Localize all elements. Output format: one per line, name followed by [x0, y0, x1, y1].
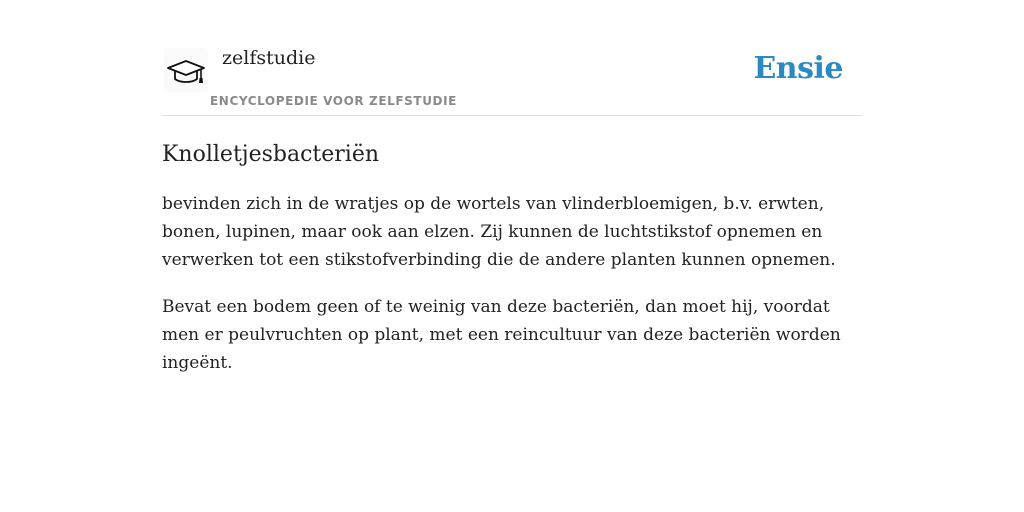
page	[162, 0, 862, 377]
site-tagline: ENCYCLOPEDIE VOOR ZELFSTUDIE	[210, 94, 457, 108]
ensie-logo-link[interactable]: Ensie	[753, 51, 843, 86]
article-paragraph-1: bevinden zich in de wratjes op de wortels van vlinderbloemigen, b.v. erwten, bonen, lupinen, maar ook aan elzen. Zij kunnen de luchtstikstof opnemen en verwerken tot een stikstofverbinding die de andere planten kunnen opnemen.	[162, 194, 836, 270]
site-name-link[interactable]: zelfstudie	[222, 47, 316, 69]
site-header	[162, 0, 862, 116]
article-title: Knolletjesbacteriën	[162, 142, 380, 167]
article-paragraph-2: Bevat een bodem geen of te weinig van deze bacteriën, dan moet hij, voordat men er peulvruchten op plant, met een reincultuur van deze bacteriën worden ingeënt.	[162, 297, 841, 373]
graduation-cap-icon[interactable]	[164, 48, 208, 92]
